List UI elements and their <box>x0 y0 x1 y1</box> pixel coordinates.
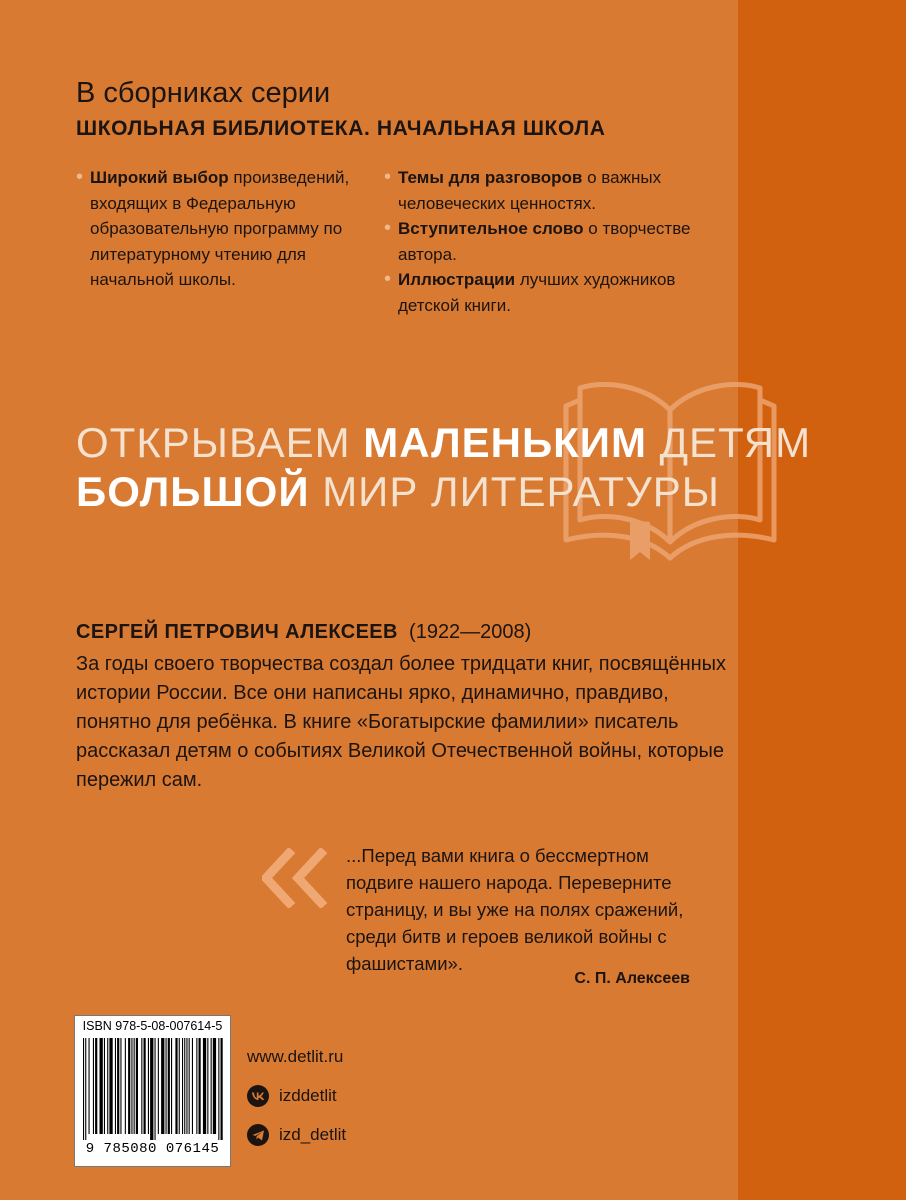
feature-bold: Широкий выбор <box>90 168 229 187</box>
features-left <box>76 165 376 293</box>
bullet-icon: • <box>384 166 392 188</box>
vk-icon <box>247 1085 269 1107</box>
barcode-bar <box>109 1038 112 1134</box>
feature-text: произведений, входящих в Федеральную образовательную программу по литературному чтению для начальной школы. <box>90 168 350 289</box>
barcode-bar <box>120 1038 121 1134</box>
feature-item <box>384 216 714 267</box>
barcode-bar <box>218 1038 219 1140</box>
barcode-bar <box>148 1038 149 1134</box>
series-intro: В сборниках серии <box>76 77 331 109</box>
feature-text: о важных человеческих ценностях. <box>398 168 662 213</box>
barcode-bar <box>128 1038 130 1134</box>
barcode-bar <box>161 1038 164 1134</box>
quote-author: С. П. Алексеев <box>574 970 690 987</box>
barcode <box>74 1015 231 1167</box>
barcode-bar <box>89 1038 90 1134</box>
barcode-bar <box>192 1038 193 1134</box>
feature-item <box>384 165 714 216</box>
telegram-icon <box>247 1124 269 1146</box>
barcode-bar <box>189 1038 190 1134</box>
barcode-bar <box>141 1038 142 1134</box>
author-heading <box>76 620 531 644</box>
slogan-bold-text: БОЛЬШОЙ <box>76 468 310 515</box>
vk-text: izddetlit <box>279 1086 337 1105</box>
website-link[interactable] <box>247 1046 346 1068</box>
barcode-bar <box>179 1038 180 1134</box>
barcode-bar <box>117 1038 119 1134</box>
slogan-bold-text: МАЛЕНЬКИМ <box>363 419 647 466</box>
barcode-bar <box>115 1038 116 1134</box>
barcode-bar <box>186 1038 187 1134</box>
barcode-bar <box>203 1038 206 1134</box>
barcode-bar <box>199 1038 201 1134</box>
barcode-bar <box>171 1038 172 1134</box>
bullet-icon: • <box>76 166 84 188</box>
feature-bold: Темы для разговоров <box>398 168 583 187</box>
barcode-bar <box>107 1038 108 1134</box>
contacts <box>247 1046 346 1163</box>
slogan-line-1 <box>76 418 811 467</box>
bullet-icon: • <box>384 268 392 290</box>
barcode-bar <box>136 1038 138 1134</box>
bullet-icon: • <box>384 217 392 239</box>
slogan-text: ДЕТЯМ <box>646 419 812 466</box>
barcode-bar <box>182 1038 183 1134</box>
telegram-text: izd_detlit <box>279 1125 347 1144</box>
barcode-bar <box>207 1038 208 1134</box>
barcode-bar <box>196 1038 197 1134</box>
barcode-bar <box>166 1038 167 1134</box>
slogan-line-2 <box>76 467 811 516</box>
barcode-bar <box>125 1038 126 1134</box>
website-text: www.detlit.ru <box>247 1047 344 1066</box>
author-years: (1922—2008) <box>409 621 532 643</box>
barcode-bar <box>211 1038 212 1134</box>
feature-text: лучших художников детской книги. <box>398 270 676 315</box>
isbn-text: ISBN 978-5-08-007614-5 <box>82 1019 223 1033</box>
barcode-bar <box>93 1038 94 1134</box>
barcode-bar <box>213 1038 216 1134</box>
barcode-bar <box>184 1038 185 1134</box>
feature-item <box>384 267 714 318</box>
barcode-bar <box>221 1038 223 1140</box>
barcode-bar <box>83 1038 84 1140</box>
barcode-bar <box>134 1038 135 1134</box>
barcode-bar <box>150 1038 153 1140</box>
barcode-bar <box>155 1038 156 1140</box>
barcode-bar <box>175 1038 177 1134</box>
barcode-bar <box>95 1038 97 1134</box>
feature-bold: Иллюстрации <box>398 270 516 289</box>
barcode-bar <box>85 1038 86 1140</box>
feature-item <box>76 165 376 293</box>
author-name: СЕРГЕЙ ПЕТРОВИЧ АЛЕКСЕЕВ <box>76 621 398 643</box>
feature-text: о творчестве автора. <box>398 219 691 264</box>
vk-link[interactable] <box>247 1085 346 1107</box>
barcode-bars <box>81 1038 224 1140</box>
barcode-bar <box>131 1038 132 1134</box>
slogan-text: ОТКРЫВАЕМ <box>76 419 364 466</box>
author-bio: За годы своего творчества создал более тридцати книг, посвящённых истории России. Все они написаны ярко, динамично, правдиво, понятно для ребёнка. В книге «Богатырские фамилии» писатель рассказал детям о событиях Великой Отечественной войны, которые пережил сам. <box>76 653 727 791</box>
barcode-bar <box>144 1038 146 1134</box>
spine-strip <box>738 0 906 1200</box>
barcode-number: 9 785080 076145 <box>85 1141 220 1157</box>
telegram-link[interactable] <box>247 1124 346 1146</box>
barcode-bar <box>104 1038 105 1134</box>
quote-mark-icon <box>262 848 332 908</box>
slogan-text: МИР ЛИТЕРАТУРЫ <box>309 468 720 515</box>
feature-bold: Вступительное слово <box>398 219 584 238</box>
barcode-bar <box>158 1038 159 1134</box>
series-name: ШКОЛЬНАЯ БИБЛИОТЕКА. НАЧАЛЬНАЯ ШКОЛА <box>76 117 606 140</box>
features-right <box>384 165 714 318</box>
barcode-bar <box>100 1038 103 1134</box>
slogan <box>76 418 811 516</box>
quote-text: ...Перед вами книга о бессмертном подвиге нашего народа. Переверните страницу, и вы уже на полях сражений, среди битв и героев великой войны с фашистами». <box>346 845 684 974</box>
barcode-bar <box>168 1038 170 1134</box>
